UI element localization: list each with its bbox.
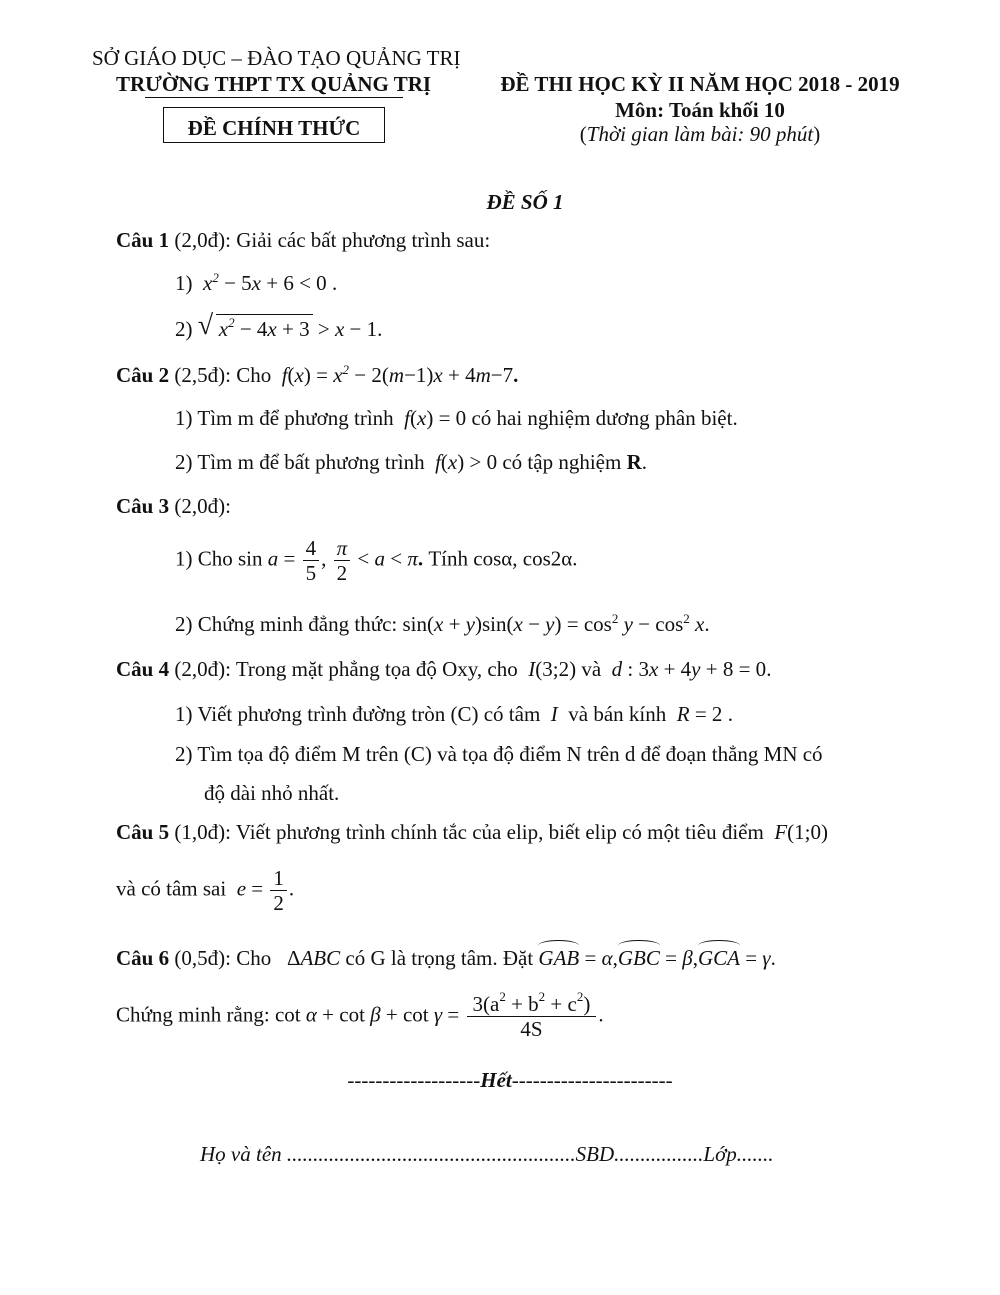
question-2-item-2-tail: có tập nghiệm <box>502 450 622 474</box>
question-4-label: Câu 4 <box>116 657 170 681</box>
question-1-item-1-formula: $x^2 - 5x + 6 < 0$ <box>197 270 327 295</box>
question-2-heading: Câu 2 (2,5đ): Cho $f(x) = x^2 - 2(m-1)x + 4m-7$. <box>116 362 519 387</box>
question-4-item-2-line-1: 2) Tìm tọa độ điểm M trên (C) và tọa độ điểm N trên d để đoạn thẳng MN có <box>175 742 823 766</box>
candidate-info-line <box>200 1144 774 1165</box>
question-2-points: (2,5đ) <box>174 363 226 387</box>
question-1-item-2: 2) √ $x^2 - 4x + 3 > x - 1$. <box>175 310 383 341</box>
question-1-item-1: 1) $x^2 - 5x + 6 < 0$ . <box>175 270 338 295</box>
question-2-item-1-tail: có hai nghiệm dương phân biệt. <box>471 406 738 430</box>
question-6-proof: Chứng minh rằng: cot α + cot β + cot γ = $\frac{3(a^2 + b^2 + c^2)}{4S}$ . <box>116 989 604 1042</box>
school-underline <box>145 97 403 98</box>
question-3-label: Câu 3 <box>116 494 170 518</box>
question-5-label: Câu 5 <box>116 820 170 844</box>
question-1-prompt: : Giải các bất phương trình sau: <box>225 228 491 252</box>
question-3-heading <box>116 496 231 517</box>
question-4-connector: và <box>581 657 602 681</box>
question-2-item-2: 2) Tìm m để bất phương trình f(x) > 0 có tập nghiệm R. <box>175 450 647 474</box>
question-3-prompt: : <box>225 494 231 518</box>
question-2-prompt: : Cho <box>225 363 272 387</box>
official-label: ĐỀ CHÍNH THỨC <box>187 116 361 140</box>
candidate-sbd-field: SBD................. <box>575 1142 704 1166</box>
question-3-item-2: 2) Chứng minh đẳng thức: $\sin(x + y)\sin(x - y) = \cos^2 y - \cos^2 x$. <box>175 611 710 636</box>
question-5-line-2-text: và có tâm sai <box>116 876 227 901</box>
fraction-cot-sum: $\frac{3(a^2 + b^2 + c^2)}{4S}$ <box>467 992 597 1041</box>
question-4-prompt: : Trong mặt phẳng tọa độ Oxy, cho <box>225 657 518 681</box>
question-6-prompt: : Cho <box>225 946 272 970</box>
question-1-points: (2,0đ) <box>174 228 226 252</box>
candidate-name-field: Họ và tên ....................................................... <box>200 1142 576 1166</box>
question-1-item-1-number: 1) <box>175 271 193 295</box>
question-3-item-1-text: 1) Cho <box>175 546 233 571</box>
question-4-item-1: 1) Viết phương trình đường tròn (C) có tâm I và bán kính R = 2 . <box>175 702 733 726</box>
question-1-heading <box>116 230 490 251</box>
exam-time: (Thời gian làm bài: 90 phút) <box>579 122 821 146</box>
question-2-item-2-text: 2) Tìm m để bất phương trình <box>175 450 425 474</box>
question-3-item-1: 1) Cho sin a = $\frac{4}{5}$ , $\frac{\pi}{2}$ < a < π. Tính cosα, cos2α. <box>175 536 578 586</box>
question-3-points: (2,0đ) <box>174 494 226 518</box>
question-6-label: Câu 6 <box>116 946 170 970</box>
question-4-points: (2,0đ) <box>174 657 226 681</box>
end-dashes-left: ------------------- <box>347 1068 481 1092</box>
question-6-points: (0,5đ) <box>174 946 226 970</box>
end-dashes-right: ----------------------- <box>511 1068 673 1092</box>
question-5-points: (1,0đ) <box>174 820 226 844</box>
exam-code: ĐỀ SỐ 1 <box>486 190 564 214</box>
exam-subject: Môn: Toán khối 10 <box>615 98 785 122</box>
question-2-set: R <box>626 450 642 474</box>
question-2-label: Câu 2 <box>116 363 170 387</box>
question-4-item-2-line-2: độ dài nhỏ nhất. <box>204 781 340 805</box>
exam-time-text: Thời gian làm bài: 90 phút <box>586 122 814 146</box>
question-4-heading: Câu 4 (2,0đ): Trong mặt phẳng tọa độ Oxy, cho I(3;2) và d : 3x + 4y + 8 = 0. <box>116 657 772 681</box>
question-1-item-2-number: 2) <box>175 317 193 341</box>
question-5-line-2: và có tâm sai e = $\frac{1}{2}$ . <box>116 866 295 916</box>
question-6-heading: Câu 6 (0,5đ): Cho ΔABC có G là trọng tâm. Đặt GAB = α,GBC = β,GCA = γ. <box>116 946 776 970</box>
question-6-proof-label: Chứng minh rằng: <box>116 1002 270 1027</box>
exam-title: ĐỀ THI HỌC KỲ II NĂM HỌC 2018 - 2019 <box>500 72 900 96</box>
question-5-heading: Câu 5 (1,0đ): Viết phương trình chính tắc của elip, biết elip có một tiêu điểm F(1;0) <box>116 820 828 844</box>
fraction-pi-half: $\frac{\pi}{2}$ <box>334 536 351 585</box>
question-6-mid: có G là trọng tâm. Đặt <box>345 946 534 970</box>
department-name: SỞ GIÁO DỤC – ĐÀO TẠO QUẢNG TRỊ <box>92 46 461 70</box>
question-4-item-1-text: 1) Viết phương trình đường tròn (C) có tâm <box>175 702 541 726</box>
question-1-label: Câu 1 <box>116 228 170 252</box>
fraction-four-fifths: $\frac{4}{5}$ <box>303 536 320 585</box>
question-4-item-1-mid: và bán kính <box>568 702 667 726</box>
question-3-item-2-text: 2) Chứng minh đẳng thức: <box>175 612 398 636</box>
question-2-item-1-text: 1) Tìm m để phương trình <box>175 406 394 430</box>
fraction-one-half: $\frac{1}{2}$ <box>270 866 287 915</box>
end-mark-line <box>250 1070 770 1091</box>
question-3-item-1-tail: Tính cosα, cos2α. <box>428 546 578 571</box>
question-5-prompt: : Viết phương trình chính tắc của elip, biết elip có một tiêu điểm <box>225 820 764 844</box>
school-name: TRƯỜNG THPT TX QUẢNG TRỊ <box>116 72 432 96</box>
sqrt-expression: √ $x^2 - 4x + 3$ <box>198 318 313 340</box>
end-mark: Hết <box>480 1068 512 1092</box>
candidate-class-field: Lớp....... <box>703 1142 774 1166</box>
question-2-item-1: 1) Tìm m để phương trình f(x) = 0 có hai nghiệm dương phân biệt. <box>175 406 738 430</box>
